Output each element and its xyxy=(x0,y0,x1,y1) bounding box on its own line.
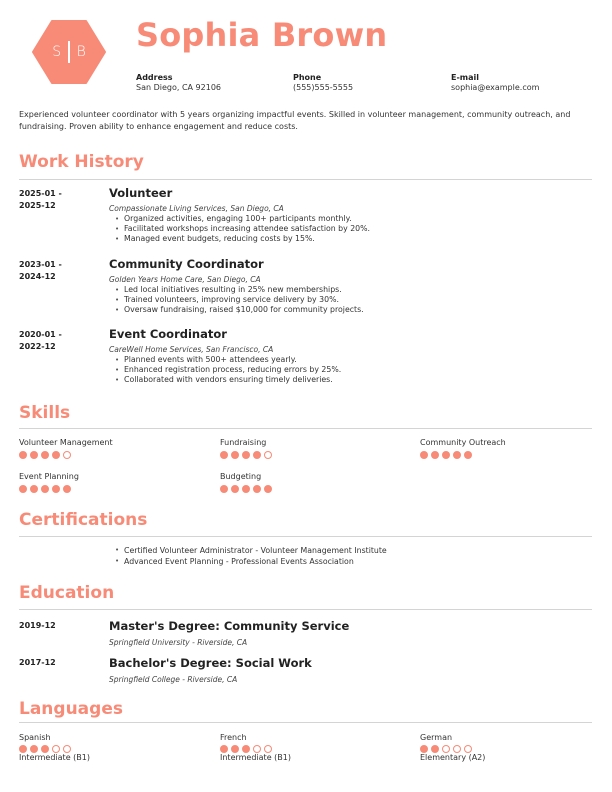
rating-dot-filled-icon xyxy=(41,451,49,459)
language-item xyxy=(420,733,485,763)
job-company: Golden Years Home Care, San Diego, CA xyxy=(109,275,261,284)
skill-rating xyxy=(19,451,113,459)
school-name: Springfield College - Riverside, CA xyxy=(109,675,238,684)
date-end: 2022-12 xyxy=(19,342,56,351)
language-label: German xyxy=(420,733,453,742)
language-level: Intermediate (B1) xyxy=(220,753,291,762)
date-end: 2024-12 xyxy=(19,272,56,281)
job-company: Compassionate Living Services, San Diego, CA xyxy=(109,204,284,213)
rating-dot-filled-icon xyxy=(52,451,60,459)
rating-dot-filled-icon xyxy=(52,485,60,493)
skill-item xyxy=(220,472,272,493)
rating-dot-filled-icon xyxy=(19,745,27,753)
section-title-work-history: Work History xyxy=(19,152,144,172)
rating-dot-empty-icon xyxy=(264,451,272,459)
phone-label: Phone xyxy=(293,73,322,82)
rating-dot-filled-icon xyxy=(431,745,439,753)
rating-dot-filled-icon xyxy=(220,485,228,493)
job-bullet: • Organized activities, engaging 100+ participants monthly. xyxy=(115,214,589,224)
candidate-name: Sophia Brown xyxy=(136,16,388,54)
monogram-initials xyxy=(32,20,106,84)
rating-dot-filled-icon xyxy=(453,451,461,459)
rating-dot-filled-icon xyxy=(420,745,428,753)
skill-label: Fundraising xyxy=(220,438,267,447)
skill-label: Budgeting xyxy=(220,472,262,481)
language-rating xyxy=(420,745,485,753)
skill-item xyxy=(220,438,272,459)
section-title-education: Education xyxy=(19,583,115,603)
rating-dot-filled-icon xyxy=(442,451,450,459)
monogram-hexagon xyxy=(32,20,106,84)
job-bullet: • Oversaw fundraising, raised $10,000 for community projects. xyxy=(115,305,589,315)
certification-list xyxy=(115,545,387,567)
language-label: Spanish xyxy=(19,733,51,742)
rating-dot-empty-icon xyxy=(63,451,71,459)
contact-phone xyxy=(293,73,353,93)
degree-title: Master's Degree: Community Service xyxy=(109,619,350,633)
address-label: Address xyxy=(136,73,173,82)
language-rating xyxy=(220,745,291,753)
skill-rating xyxy=(220,451,272,459)
skill-item xyxy=(19,472,79,493)
rating-dot-filled-icon xyxy=(220,745,228,753)
section-divider xyxy=(19,179,592,180)
email-value: sophia@example.com xyxy=(451,83,540,92)
section-title-certifications: Certifications xyxy=(19,510,148,530)
work-date xyxy=(19,259,99,283)
language-level: Elementary (A2) xyxy=(420,753,486,762)
rating-dot-filled-icon xyxy=(431,451,439,459)
work-date xyxy=(19,188,99,212)
initial-last: B xyxy=(76,44,86,60)
date-start: 2025-01 - xyxy=(19,189,62,198)
job-bullet: • Enhanced registration process, reducing errors by 25%. xyxy=(115,365,589,375)
job-title: Community Coordinator xyxy=(109,257,264,271)
skill-rating xyxy=(220,485,272,493)
certification-item: • Certified Volunteer Administrator - Volunteer Management Institute xyxy=(115,545,387,556)
section-divider xyxy=(19,722,592,723)
skill-rating xyxy=(19,485,79,493)
job-bullets xyxy=(115,214,589,244)
education-date: 2019-12 xyxy=(19,621,56,630)
rating-dot-empty-icon xyxy=(264,745,272,753)
degree-title: Bachelor's Degree: Social Work xyxy=(109,656,312,670)
rating-dot-filled-icon xyxy=(231,745,239,753)
contact-address xyxy=(136,73,221,93)
job-bullets xyxy=(115,285,589,315)
job-title: Volunteer xyxy=(109,186,173,200)
rating-dot-empty-icon xyxy=(63,745,71,753)
date-start: 2023-01 - xyxy=(19,260,62,269)
skill-item xyxy=(420,438,506,459)
job-bullet: • Led local initiatives resulting in 25% new memberships. xyxy=(115,285,589,295)
certification-item: • Advanced Event Planning - Professional Events Association xyxy=(115,556,387,567)
job-title: Event Coordinator xyxy=(109,327,227,341)
rating-dot-empty-icon xyxy=(442,745,450,753)
date-end: 2025-12 xyxy=(19,201,56,210)
skill-rating xyxy=(420,451,506,459)
contact-email xyxy=(451,73,539,93)
job-bullet: • Facilitated workshops increasing attendee satisfaction by 20%. xyxy=(115,224,589,234)
rating-dot-filled-icon xyxy=(464,451,472,459)
job-bullet: • Managed event budgets, reducing costs by 15%. xyxy=(115,234,589,244)
phone-value: (555)555-5555 xyxy=(293,83,354,92)
education-date: 2017-12 xyxy=(19,658,56,667)
school-name: Springfield University - Riverside, CA xyxy=(109,638,248,647)
rating-dot-filled-icon xyxy=(19,451,27,459)
job-company: CareWell Home Services, San Francisco, CA xyxy=(109,345,274,354)
section-divider xyxy=(19,428,592,429)
rating-dot-filled-icon xyxy=(420,451,428,459)
rating-dot-filled-icon xyxy=(264,485,272,493)
rating-dot-filled-icon xyxy=(231,451,239,459)
rating-dot-filled-icon xyxy=(242,451,250,459)
date-start: 2020-01 - xyxy=(19,330,62,339)
email-label: E-mail xyxy=(451,73,480,82)
language-level: Intermediate (B1) xyxy=(19,753,90,762)
job-bullet: • Trained volunteers, improving service delivery by 30%. xyxy=(115,295,589,305)
skill-item xyxy=(19,438,113,459)
rating-dot-empty-icon xyxy=(253,745,261,753)
rating-dot-filled-icon xyxy=(242,485,250,493)
rating-dot-empty-icon xyxy=(453,745,461,753)
work-date xyxy=(19,329,99,353)
job-bullet: • Planned events with 500+ attendees yearly. xyxy=(115,355,589,365)
section-title-skills: Skills xyxy=(19,403,71,423)
section-title-languages: Languages xyxy=(19,699,123,719)
rating-dot-filled-icon xyxy=(253,451,261,459)
section-divider xyxy=(19,609,592,610)
rating-dot-filled-icon xyxy=(63,485,71,493)
rating-dot-empty-icon xyxy=(464,745,472,753)
rating-dot-filled-icon xyxy=(30,485,38,493)
language-item xyxy=(19,733,90,763)
job-bullet: • Collaborated with vendors ensuring timely deliveries. xyxy=(115,375,589,385)
professional-summary: Experienced volunteer coordinator with 5 years organizing impactful events. Skilled in volunteer management, community outreach, and fundraising. Proven ability to enhance engagement and reduce costs. xyxy=(19,110,571,131)
rating-dot-filled-icon xyxy=(253,485,261,493)
rating-dot-empty-icon xyxy=(52,745,60,753)
skill-label: Event Planning xyxy=(19,472,79,481)
rating-dot-filled-icon xyxy=(30,745,38,753)
rating-dot-filled-icon xyxy=(41,485,49,493)
rating-dot-filled-icon xyxy=(242,745,250,753)
section-divider xyxy=(19,536,592,537)
job-bullets xyxy=(115,355,589,385)
address-value: San Diego, CA 92106 xyxy=(136,83,222,92)
skill-label: Volunteer Management xyxy=(19,438,113,447)
language-rating xyxy=(19,745,90,753)
rating-dot-filled-icon xyxy=(220,451,228,459)
rating-dot-filled-icon xyxy=(30,451,38,459)
language-label: French xyxy=(220,733,247,742)
rating-dot-filled-icon xyxy=(41,745,49,753)
initials-divider xyxy=(68,41,70,63)
skill-label: Community Outreach xyxy=(420,438,506,447)
rating-dot-filled-icon xyxy=(19,485,27,493)
rating-dot-filled-icon xyxy=(231,485,239,493)
initial-first: S xyxy=(52,44,62,60)
language-item xyxy=(220,733,291,763)
